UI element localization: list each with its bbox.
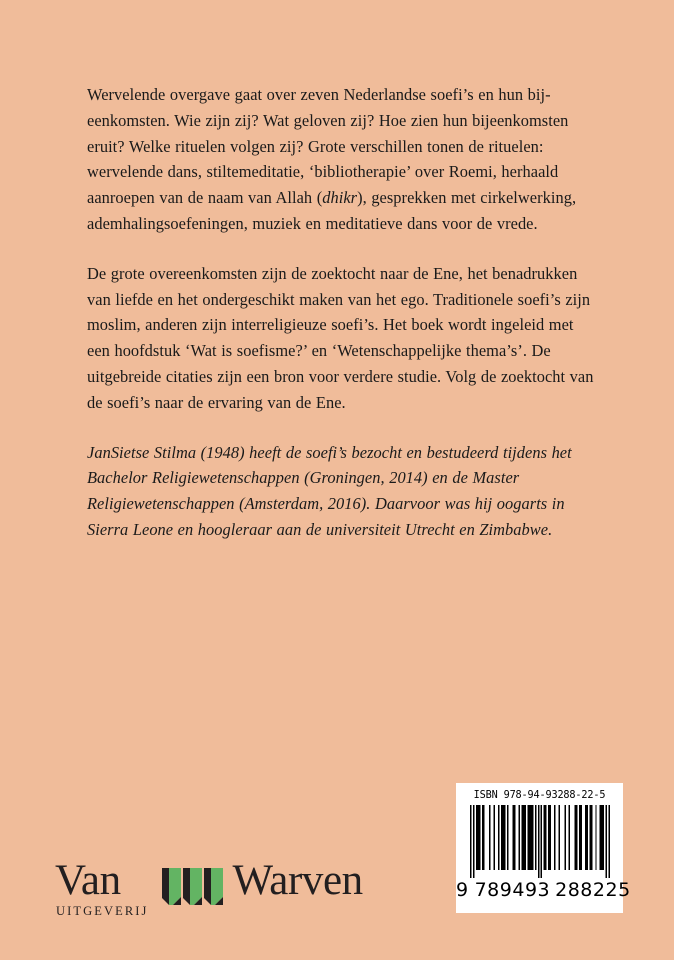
barcode-digits [456, 879, 631, 901]
blurb-italic-term: dhikr [322, 188, 358, 208]
barcode-digit-lead: 9 [456, 879, 469, 901]
publisher-logo-van-block [55, 857, 149, 918]
publisher-logo-name-second: Warven [232, 857, 363, 904]
isbn-barcode-block [456, 783, 631, 913]
publisher-logo [55, 857, 363, 922]
van-warven-mark-icon [161, 864, 223, 914]
author-bio-paragraph: JanSietse Stilma (1948) heeft de soefi’s bezocht en bestudeerd tijdens het Bachelor Religiewetenschappen (Groningen, 2014) en de Master Religiewetenschappen (Amsterdam, 2016). Daarvoor was hij oogarts in Sierra Leone en hoogleraar aan de universiteit Utrecht en Zimbabwe. [87, 442, 572, 539]
blurb-paragraph-2: De grote overeenkomsten zijn de zoektocht naar de Ene, het benadrukken van liefde en het ondergeschikt maken van het ego. Traditionele soefi’s zijn moslim, anderen zijn interreligieuze soefi’s. Het boek wordt ingeleid met een hoofdstuk ‘Wat is soefisme?’ en ‘Wetenschappelijke thema’s’. De uitgebreide citaties zijn een bron voor verdere studie. Volg de zoektocht van de soefi’s naar de ervaring van de Ene. [87, 263, 594, 412]
barcode-bars-graphic [470, 805, 610, 878]
blurb-paragraph-1: Wervelende overgave gaat over zeven Nederlandse soefi’s en hun bij-eenkomsten. Wie zijn zij? Wat geloven zij? Hoe zien hun bijeenkomsten eruit? Welke rituelen volgen zij? Grote verschillen tonen de rituelen: wervelende dans, stiltemeditatie, ‘bibliotherapie’ over Roemi, herhaald aanroepen van de naam van Allah (dhikr), gesprekken met cirkelwerking, ademhalingsoefeningen, muziek en meditatieve dans voor de vrede. [87, 85, 577, 233]
isbn-label: ISBN 978-94-93288-22-5 [473, 790, 606, 801]
publisher-logo-name-first: Van [55, 857, 121, 904]
publisher-logo-subtitle: UITGEVERIJ [56, 904, 149, 918]
barcode-digit-group-1: 789493 [474, 879, 551, 901]
blurb-text-block [87, 82, 595, 543]
barcode-digit-group-2: 288225 [555, 879, 631, 901]
